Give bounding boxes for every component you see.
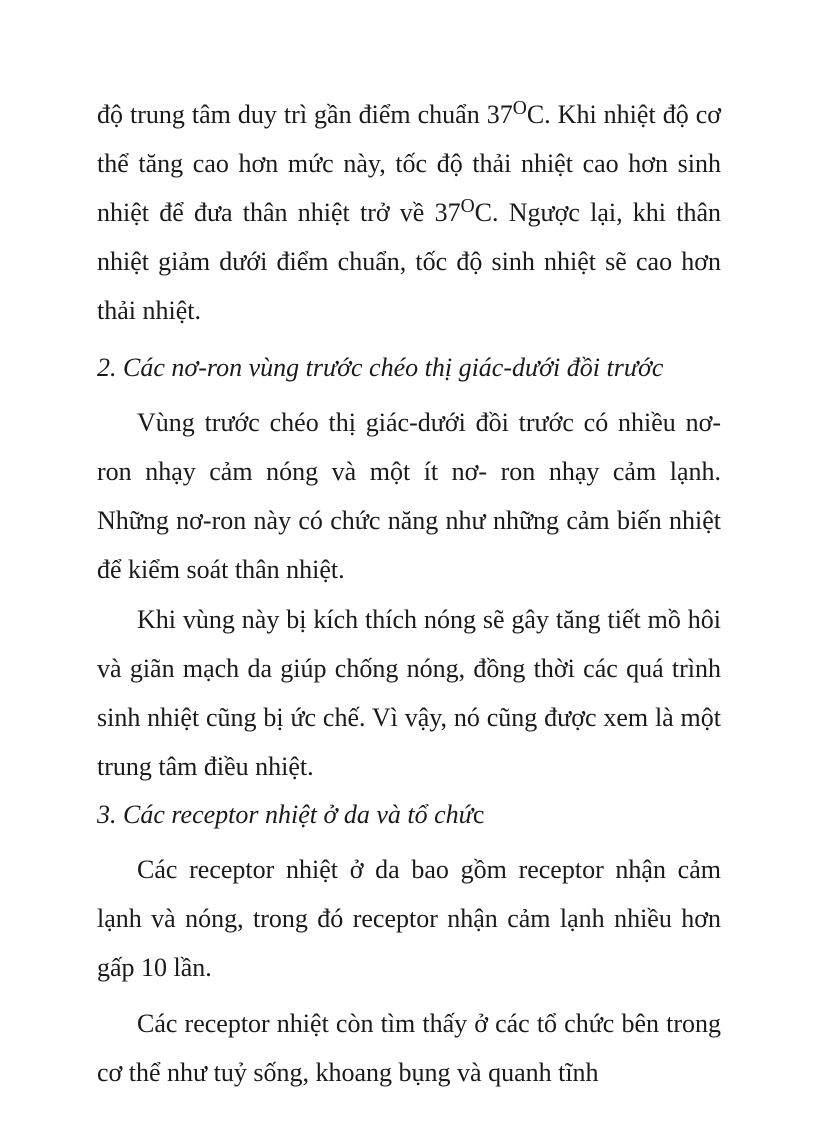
paragraph-set-point: [97, 90, 721, 335]
section-heading-3: [97, 790, 721, 839]
paragraph-text: C. Khi nhiệt độ cơ thể tăng cao hơn mức này, tốc độ thải nhiệt cao hơn sinh nhiệt để đưa thân nhiệt trở về 37: [97, 100, 721, 227]
section-heading-2: 2. Các nơ-ron vùng trước chéo thị giác-dưới đồi trước: [97, 353, 664, 382]
paragraph-heat-stimulation: Khi vùng này bị kích thích nóng sẽ gây tăng tiết mồ hôi và giãn mạch da giúp chống nóng, đồng thời các quá trình sinh nhiệt cũng bị ức chế. Vì vậy, nó cũng được xem là một trung tâm điều nhiệt.: [97, 605, 721, 781]
degree-superscript: O: [460, 196, 475, 218]
paragraph-text: độ trung tâm duy trì gần điểm chuẩn 37: [97, 100, 513, 129]
heading-text: 3. Các receptor nhiệt ở da và tổ chứ: [97, 800, 473, 829]
paragraph-text: C. Ngược lại, khi thân nhiệt giảm dưới điểm chuẩn, tốc độ sinh nhiệt sẽ cao hơn thải nhiệt.: [97, 198, 721, 325]
paragraph-skin-receptors: Các receptor nhiệt ở da bao gồm receptor nhận cảm lạnh và nóng, trong đó receptor nhận cảm lạnh nhiều hơn gấp 10 lần.: [97, 855, 721, 982]
degree-superscript: O: [512, 98, 527, 120]
heading-text-tail: c: [472, 800, 485, 829]
paragraph-neurons: Vùng trước chéo thị giác-dưới đồi trước có nhiều nơ-ron nhạy cảm nóng và một ít nơ- ron nhạy cảm lạnh. Những nơ-ron này có chức năng như những cảm biến nhiệt để kiểm soát thân nhiệt.: [97, 408, 721, 584]
paragraph-internal-receptors: Các receptor nhiệt còn tìm thấy ở các tổ chức bên trong cơ thể như tuỷ sống, khoang bụng và quanh tĩnh: [97, 1009, 721, 1087]
